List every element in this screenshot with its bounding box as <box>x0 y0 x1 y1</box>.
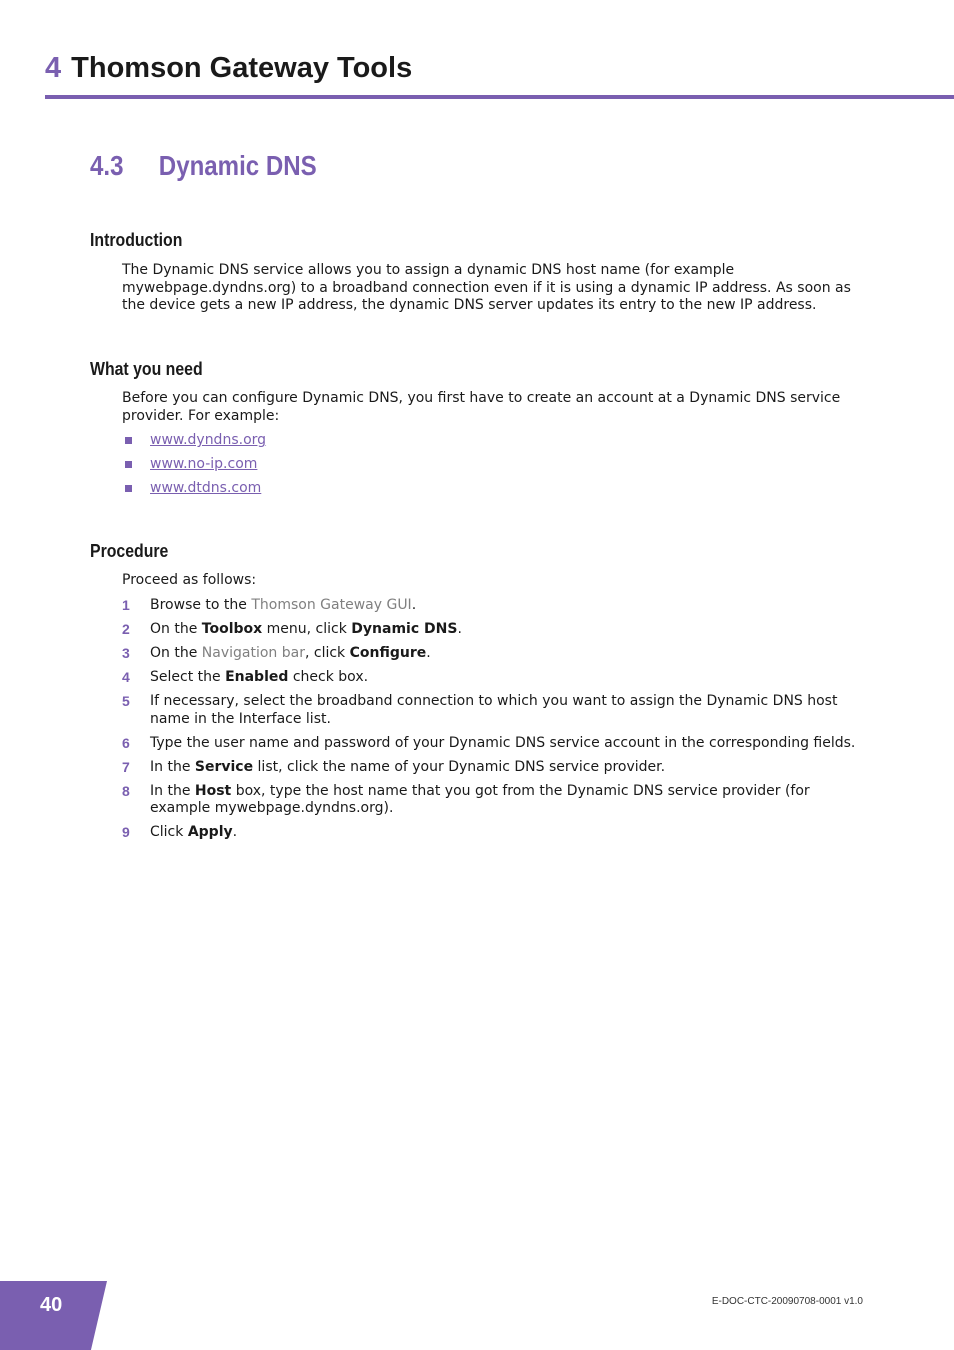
chapter-title: Thomson Gateway Tools <box>71 52 413 84</box>
procedure-intro: Proceed as follows: <box>122 572 257 588</box>
introduction-heading: Introduction <box>90 230 183 250</box>
list-item <box>122 432 266 456</box>
step-item: 1 Browse to the Thomson Gateway GUI. <box>122 597 417 613</box>
bullet-square-icon <box>125 437 132 444</box>
introduction-text: The Dynamic DNS service allows you to assign a dynamic DNS host name (for example mywebpage.dyndns.org) to a broadband connection even if it is using a dynamic IP address. As soon as the device gets a new IP address, the dynamic DNS server updates its entry to the new IP address. <box>122 262 851 313</box>
section-title <box>90 150 317 182</box>
procedure-heading: Procedure <box>90 541 169 561</box>
document-id: E-DOC-CTC-20090708-0001 v1.0 <box>711 1296 863 1307</box>
list-item <box>122 456 266 480</box>
step-item: 2 On the Toolbox menu, click Dynamic DNS. <box>122 621 462 637</box>
ui-term: Enabled <box>225 669 289 685</box>
ui-term: Configure <box>349 645 427 661</box>
section-name: Dynamic DNS <box>158 150 317 181</box>
bullet-square-icon <box>125 485 132 492</box>
what-you-need-heading: What you need <box>90 359 203 379</box>
step-number: 5 <box>122 693 130 709</box>
no-ip-link[interactable]: www.no-ip.com <box>150 456 258 472</box>
step-item: 3 On the Navigation bar, click Configure. <box>122 645 431 661</box>
ui-term: Service <box>194 758 254 775</box>
step-number: 9 <box>122 824 130 840</box>
step-item: 9 Click Apply. <box>122 824 238 840</box>
step-number: 4 <box>122 669 130 685</box>
step-item: 6 Type the user name and password of your Dynamic DNS service account in the corresponding fields. <box>122 734 856 751</box>
step-item: 5 If necessary, select the broadband connection to which you want to assign the Dynamic DNS host name in the Interface list. <box>122 693 838 727</box>
step-number: 6 <box>122 734 130 751</box>
chapter-number: 4 <box>45 52 62 84</box>
step-number: 2 <box>122 621 130 637</box>
list-item <box>122 480 266 504</box>
ui-term: Apply <box>187 824 233 840</box>
step-item: 4 Select the Enabled check box. <box>122 669 369 685</box>
what-you-need-text: Before you can configure Dynamic DNS, you first have to create an account at a Dynamic DNS service provider. For example: <box>122 390 841 424</box>
page-number: 40 <box>40 1294 63 1316</box>
section-number: 4.3 <box>90 150 124 181</box>
dtdns-link[interactable]: www.dtdns.com <box>150 480 262 496</box>
step-number: 3 <box>122 645 130 661</box>
procedure-steps <box>122 597 862 848</box>
chapter-header <box>45 48 954 88</box>
dyndns-link[interactable]: www.dyndns.org <box>150 432 267 448</box>
step-number: 7 <box>122 758 130 775</box>
gui-reference: Navigation bar <box>201 645 305 661</box>
step-item: 8 In the Host box, type the host name that you got from the Dynamic DNS service provider (for example mywebpage.dyndns.org). <box>122 782 810 816</box>
provider-link-list <box>122 432 266 504</box>
step-item: 7 In the Service list, click the name of your Dynamic DNS service provider. <box>122 758 666 775</box>
gui-reference: Thomson Gateway GUI <box>251 597 412 613</box>
step-number: 8 <box>122 782 130 799</box>
bullet-square-icon <box>125 461 132 468</box>
ui-term: Toolbox <box>201 621 263 637</box>
ui-term: Dynamic DNS <box>351 621 458 637</box>
ui-term: Host <box>194 782 232 799</box>
step-number: 1 <box>122 597 130 613</box>
chapter-rule <box>45 95 954 99</box>
